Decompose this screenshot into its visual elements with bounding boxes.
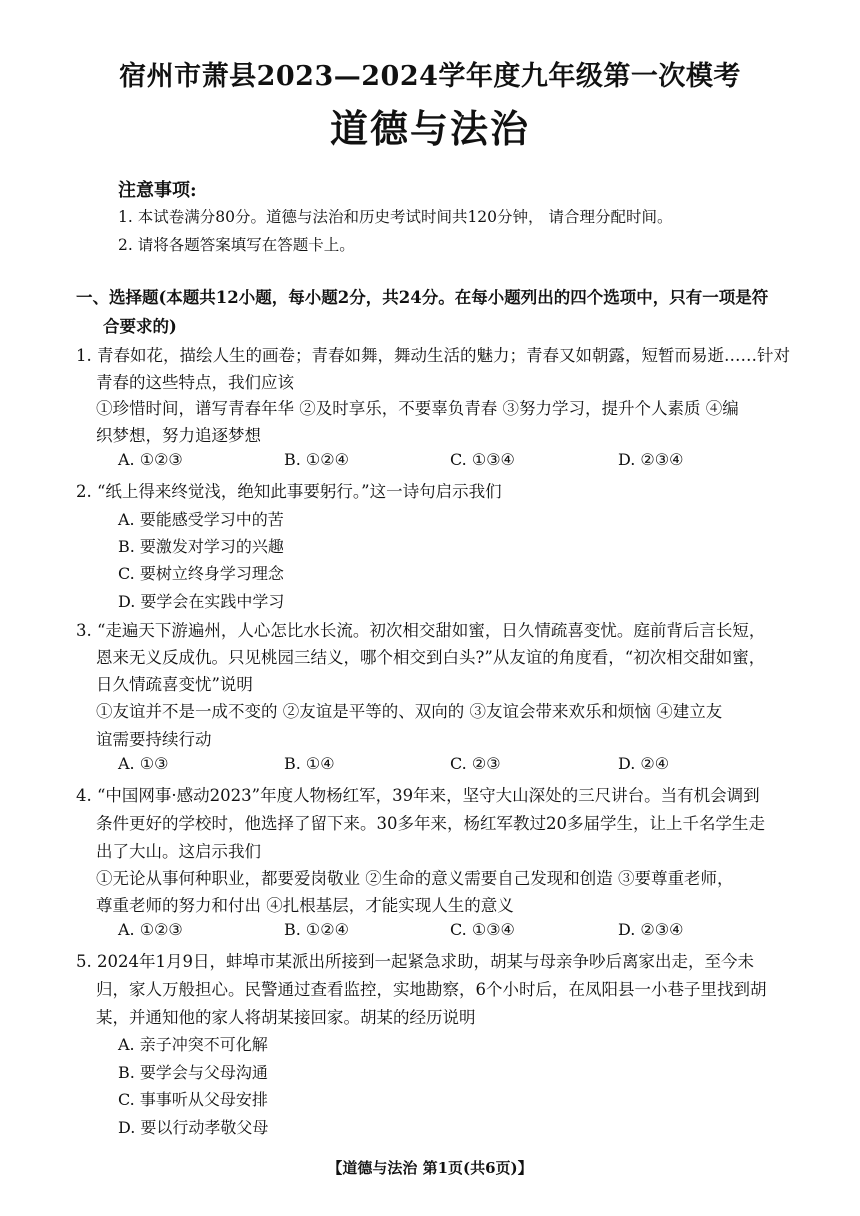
question-4-option-d: D. ②③④	[618, 920, 684, 939]
question-5-option-c: C. 事事听从父母安排	[118, 1090, 268, 1109]
question-1-option-a: A. ①②③	[118, 450, 183, 469]
question-4-statements-cont: 尊重老师的努力和付出 ④扎根基层，才能实现人生的意义	[96, 896, 514, 915]
question-4-stem-cont2: 出了大山。这启示我们	[96, 842, 261, 861]
section-heading: 一、选择题(本题共12小题，每小题2分，共24分。在每小题列出的四个选项中，只有一项是符	[76, 288, 769, 307]
question-2-stem: 2. “纸上得来终觉浅，绝知此事要躬行。”这一诗句启示我们	[76, 482, 502, 501]
question-5-option-a: A. 亲子冲突不可化解	[118, 1035, 268, 1054]
question-3-option-b: B. ①④	[284, 754, 335, 773]
page-footer: 【道德与法治 第1页(共6页)】	[327, 1159, 533, 1177]
question-1-stem-cont: 青春的这些特点，我们应该	[96, 373, 294, 392]
question-5-stem: 5. 2024年1月9日，蚌埠市某派出所接到一起紧急求助，胡某与母亲争吵后离家出走，至今未	[76, 952, 754, 971]
question-3-stem: 3. “走遍天下游遍州，人心怎比水长流。初次相交甜如蜜，日久情疏喜变忧。庭前背后言长短，	[76, 621, 766, 640]
question-1-statements-cont: 织梦想，努力追逐梦想	[96, 426, 261, 445]
question-4-statements: ①无论从事何种职业，都要爱岗敬业 ②生命的意义需要自己发现和创造 ③要尊重老师，	[96, 869, 734, 888]
subject-title: 道德与法治	[329, 106, 530, 151]
question-4-option-b: B. ①②④	[284, 920, 349, 939]
question-5-option-d: D. 要以行动孝敬父母	[118, 1118, 269, 1137]
question-5-stem-cont2: 某，并通知他的家人将胡某接回家。胡某的经历说明	[96, 1008, 476, 1027]
question-3-statements: ①友谊并不是一成不变的 ②友谊是平等的、双向的 ③友谊会带来欢乐和烦恼 ④建立友	[96, 702, 723, 721]
question-3-option-d: D. ②④	[618, 754, 670, 773]
question-3-statements-cont: 谊需要持续行动	[96, 730, 212, 749]
question-2-option-c: C. 要树立终身学习理念	[118, 564, 284, 583]
question-4-stem-cont: 条件更好的学校时，他选择了留下来。30多年来，杨红军教过20多届学生，让上千名学生走	[96, 814, 765, 833]
question-5-stem-cont: 归，家人万般担心。民警通过查看监控，实地勘察，6个小时后，在凤阳县一小巷子里找到胡	[96, 980, 767, 999]
notice-item: 1. 本试卷满分80分。道德与法治和历史考试时间共120分钟， 请合理分配时间。	[118, 208, 673, 226]
question-1-option-c: C. ①③④	[450, 450, 515, 469]
question-2-option-d: D. 要学会在实践中学习	[118, 592, 285, 611]
notice-item: 2. 请将各题答案填写在答题卡上。	[118, 236, 355, 254]
question-4-stem: 4. “中国网事·感动2023”年度人物杨红军，39年来，坚守大山深处的三尺讲台。当有机会调到	[76, 786, 760, 805]
question-1-option-d: D. ②③④	[618, 450, 684, 469]
question-5-option-b: B. 要学会与父母沟通	[118, 1063, 268, 1082]
exam-title: 宿州市萧县2023—2024学年度九年级第一次模考	[119, 61, 741, 92]
question-1-statements: ①珍惜时间，谱写青春年华 ②及时享乐，不要辜负青春 ③努力学习，提升个人素质 ④编	[96, 399, 739, 418]
question-2-option-a: A. 要能感受学习中的苦	[118, 510, 284, 529]
question-1-option-b: B. ①②④	[284, 450, 349, 469]
section-heading-cont: 合要求的)	[103, 317, 177, 336]
question-1-stem: 1. 青春如花，描绘人生的画卷；青春如舞，舞动生活的魅力；青春又如朝露，短暂而易逝……针对	[76, 346, 790, 365]
question-2-option-b: B. 要激发对学习的兴趣	[118, 537, 284, 556]
question-4-option-c: C. ①③④	[450, 920, 515, 939]
question-3-option-c: C. ②③	[450, 754, 501, 773]
question-3-stem-cont2: 日久情疏喜变忧”说明	[96, 675, 253, 694]
question-4-option-a: A. ①②③	[118, 920, 183, 939]
notice-heading: 注意事项:	[118, 180, 197, 201]
question-3-option-a: A. ①③	[118, 754, 169, 773]
question-3-stem-cont: 恩来无义反成仇。只见桃园三结义，哪个相交到白头?”从友谊的角度看，“初次相交甜如蜜，	[96, 648, 766, 667]
